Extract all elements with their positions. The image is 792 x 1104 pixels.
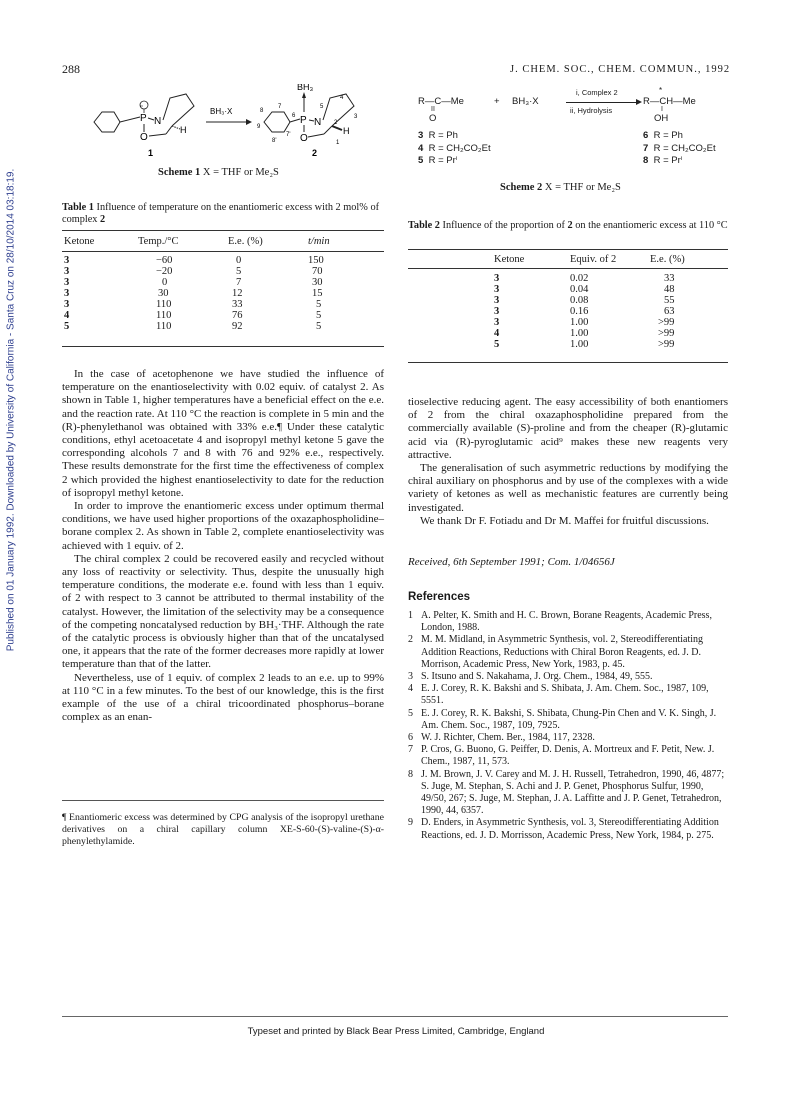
table-1-caption-label: Table 1 <box>62 202 94 213</box>
table-1-caption <box>62 202 384 226</box>
table-2-caption <box>408 220 730 232</box>
ref-number: 7 <box>408 744 413 756</box>
s1-n6: 6 <box>292 113 296 119</box>
s1-n7p: 7' <box>286 132 291 138</box>
s1-n2: 2 <box>334 120 338 126</box>
s2-k-r: R = CH₂CO₂Et <box>428 142 491 154</box>
left-column-body <box>62 368 384 724</box>
t1-cell: 150 <box>308 255 324 266</box>
s1-bh3: BH₃ <box>297 84 314 92</box>
compound-1-label: 1 <box>148 148 154 158</box>
ref-number: 3 <box>408 671 413 683</box>
t1-cell: 12 <box>232 288 243 299</box>
reference-item <box>408 683 728 707</box>
reference-item <box>408 671 728 683</box>
references-list <box>408 610 728 842</box>
reference-item <box>408 744 728 768</box>
ref-text: S. Itsuno and S. Nakahama, J. Org. Chem., 1984, 49, 555. <box>421 671 653 683</box>
t2-cell: >99 <box>658 339 675 350</box>
s1-h-atom-2: H <box>343 126 350 136</box>
t2-cell: 3 <box>494 295 500 306</box>
t1-h-ee: E.e. (%) <box>228 236 263 247</box>
t2-cell: 48 <box>664 284 675 295</box>
ref-text: E. J. Corey, R. K. Bakshi, S. Shibata, Chung-Pin Chen and V. K. Singh, J. Am. Chem. Soc., 1987, 109, 7925. <box>421 707 717 731</box>
table-row <box>64 255 364 266</box>
t1-cell: 5 <box>316 310 322 321</box>
download-watermark <box>2 160 20 660</box>
t1-h-temp: Temp./°C <box>138 236 179 247</box>
s2-carbonyl-o: O <box>429 113 437 124</box>
table-1 <box>64 236 364 332</box>
table-1-top-rule <box>62 230 384 231</box>
table-row <box>494 273 724 284</box>
right-paragraph-3: We thank Dr F. Fotiadu and Dr M. Maffei for fruitful discussions. <box>420 514 709 527</box>
list-item <box>643 130 716 143</box>
footer-rule <box>62 1016 728 1017</box>
footnote-rule <box>62 800 384 801</box>
s2-carbonyl-bond: II <box>431 106 435 113</box>
t1-cell: 110 <box>156 321 172 332</box>
s2-step1: i, Complex 2 <box>576 88 618 97</box>
table-2-header-row <box>494 254 724 265</box>
s2-k-num: 5 <box>418 155 424 166</box>
t1-cell: 3 <box>64 277 70 288</box>
t1-cell: 110 <box>156 299 172 310</box>
table-row <box>64 310 364 321</box>
ref-number: 9 <box>408 817 413 829</box>
s2-k-num: 3 <box>418 130 424 141</box>
t2-cell: >99 <box>658 328 675 339</box>
list-item <box>418 143 491 156</box>
t2-h-ketone: Ketone <box>494 254 525 265</box>
left-paragraph-2: In order to improve the enantiomeric excess under optimum thermal conditions, we have used higher proportions of the oxazaphospholidine–borane complex 2. As shown in Table 2, complete enantioselectivity was achieved with 1 equiv. of 2. <box>62 500 384 552</box>
t2-h-ee: E.e. (%) <box>650 254 685 265</box>
s2-step2: ii, Hydrolysis <box>570 106 613 115</box>
t1-h-time: t/min <box>308 236 330 247</box>
s2-a-num: 7 <box>643 142 649 154</box>
scheme-1-caption <box>158 167 279 179</box>
t2-cell: 1.00 <box>570 328 589 339</box>
t2-h-equiv: Equiv. of 2 <box>570 254 617 265</box>
s1-n8: 8 <box>260 108 264 114</box>
t1-cell: 33 <box>232 299 243 310</box>
s2-reagent: BH₃·X <box>512 96 539 107</box>
t1-cell: 5 <box>236 266 242 277</box>
table-row <box>64 277 364 288</box>
t1-cell: 3 <box>64 255 70 266</box>
t1-cell: 5 <box>316 299 322 310</box>
t2-cell: 3 <box>494 306 500 317</box>
footnote: ¶ Enantiomeric excess was determined by CPG analysis of the isopropyl urethane derivatives on a chiral capillary column XE-S-60-(S)-valine-(S)-α-phenylethylamide. <box>62 812 384 847</box>
t1-cell: 4 <box>64 310 70 321</box>
s2-product: R—CH—Me <box>643 96 696 107</box>
ref-text: M. M. Midland, in Asymmetric Synthesis, vol. 2, Stereodifferentiating Addition Reactions, Reductions with Chiral Boron Reagents, ed. J. D. Morrison, Academic Press, New York, 1983, p. 45. <box>421 634 704 670</box>
ref-number: 4 <box>408 683 413 695</box>
t2-cell: 3 <box>494 284 500 295</box>
ref-text: E. J. Corey, R. K. Bakshi and S. Shibata, J. Am. Chem. Soc., 1987, 109, 5551. <box>421 683 709 707</box>
table-2-caption-text2: on the enantiomeric excess at 110 °C <box>575 220 728 231</box>
scheme-2-figure <box>418 86 728 180</box>
ref-number: 1 <box>408 610 413 621</box>
s2-plus: + <box>494 96 500 107</box>
right-paragraph-2: The generalisation of such asymmetric reductions by modifying the chiral auxiliary on phosphorus and by use of the complexes with a wide variety of ketones as well as mechanistic features are currently being investigated. <box>408 462 728 514</box>
s2-a-num: 6 <box>643 130 649 141</box>
ref-text: W. J. Richter, Chem. Ber., 1984, 117, 2328. <box>421 732 595 744</box>
t1-cell: 3 <box>64 299 70 310</box>
t2-cell: 33 <box>664 273 675 284</box>
t2-cell: 55 <box>664 295 675 306</box>
s1-n5: 5 <box>320 104 324 110</box>
table-2-caption-bold: 2 <box>567 220 573 231</box>
left-paragraph-1: In the case of acetophenone we have studied the influence of temperature on the enantioselectivity with 0.02 equiv. of catalyst 2. As shown in Table 1, higher temperatures have a beneficial effect on the e.e. and the reaction rate. At 110 °C the reaction is complete in 5 min and the (R)-phenylethanol was obtained with 33% e.e.¶ Under these catalytic conditions, ethyl acetoacetate 4 and isopropyl methyl ketone 5 gave the corresponding alcohols 7 and 8 with 76 and 92% e.e., respectively. These results demonstrate for the first time the effectiveness of complex 2 which provided the highest enantioselectivity to date for the reduction of isopropyl methyl ketone. <box>62 368 384 499</box>
scheme-1-caption-text: X = THF or Me₂S <box>202 167 279 178</box>
t2-cell: 4 <box>494 328 500 339</box>
table-2-bottom-rule <box>408 362 728 363</box>
t1-cell: 3 <box>64 266 70 277</box>
s1-n1: 1 <box>336 140 340 146</box>
ref-text: P. Cros, G. Buono, G. Peiffer, D. Denis, A. Mortreux and F. Petit, New. J. Chem., 1987, 11, 573. <box>421 744 715 768</box>
scheme-1-caption-label: Scheme 1 <box>158 167 201 178</box>
list-item <box>643 143 716 156</box>
table-row <box>64 299 364 310</box>
t2-cell: >99 <box>658 317 675 328</box>
t2-cell: 0.04 <box>570 284 589 295</box>
s2-arrow <box>566 102 638 103</box>
table-row <box>494 284 724 295</box>
t1-cell: 30 <box>312 277 323 288</box>
t2-cell: 3 <box>494 317 500 328</box>
t1-cell: 110 <box>156 310 172 321</box>
reference-item <box>408 817 728 841</box>
table-row <box>494 328 724 339</box>
journal-header: J. CHEM. SOC., CHEM. COMMUN., 1992 <box>510 64 731 75</box>
left-paragraph-3: The chiral complex 2 could be recovered easily and recycled without any loss of reactivity or selectivity. Thus, despite the unusually high temperature conditions, the moderate e.e. found with less than 1 equiv. of 2 with respect to 3 cannot be attributed to thermal instability of the catalyst. However, the limitation of the selectivity may be a consequence of the competing noncatalysed reduction by BH₃·THF. Although the rate of the catalytic process is obviously higher than that of the uncatalysed one, it appears that the rate of the former decreases more rapidly at lower temperature than that of the latter. <box>62 552 384 671</box>
table-row <box>494 306 724 317</box>
t1-cell: 76 <box>232 310 243 321</box>
s1-p-atom-2: P <box>300 115 307 126</box>
printer-footer: Typeset and printed by Black Bear Press Limited, Cambridge, England <box>247 1026 545 1037</box>
download-watermark-text: Published on 01 January 1992. Downloaded by University of California - Santa Cruz on 28/10/2014 03:18:19. <box>5 168 17 652</box>
s2-a-r: R = Ph <box>653 130 683 141</box>
table-2-caption-text: Influence of the proportion of <box>442 220 565 231</box>
s1-n-atom-2: N <box>314 117 322 128</box>
t1-cell: 5 <box>64 321 70 332</box>
s2-oh: OH <box>654 113 669 124</box>
s2-k-r: R = Ph <box>428 130 458 141</box>
s2-ketone: R—C—Me <box>418 96 464 107</box>
s2-a-r: R = CH₂CO₂Et <box>653 142 716 154</box>
t1-cell: 30 <box>158 288 169 299</box>
t2-cell: 0.16 <box>570 306 589 317</box>
s1-o-atom: O <box>140 132 148 143</box>
s1-h-atom: H <box>180 125 187 135</box>
references-heading: References <box>408 591 471 603</box>
table-row <box>64 321 364 332</box>
s2-ketone-list <box>418 130 491 168</box>
received-line: Received, 6th September 1991; Com. 1/04656J <box>408 556 615 568</box>
t2-cell: 1.00 <box>570 339 589 350</box>
table-row <box>64 288 364 299</box>
ref-text: A. Pelter, K. Smith and H. C. Brown, Borane Reagents, Academic Press, London, 1988. <box>421 610 712 634</box>
t1-cell: 3 <box>64 288 70 299</box>
reference-item <box>408 610 728 634</box>
t2-cell: 0.02 <box>570 273 589 284</box>
s1-n7: 7 <box>278 104 282 110</box>
t1-cell: 92 <box>232 321 243 332</box>
s1-lone-pair: •• <box>140 103 143 108</box>
table-row <box>64 266 364 277</box>
ref-number: 8 <box>408 768 413 780</box>
right-paragraph-1: tioselective reducing agent. The easy accessibility of both enantiomers of 2 from the chiral oxazaphospholidine prepared from the commercially available (S)-proline and from the cheaper (R)-glutamic acid via (R)-pyroglutamic acid⁹ makes these new reagents very attractive. <box>408 396 728 461</box>
table-2-caption-label: Table 2 <box>408 220 440 231</box>
s2-a-r: R = Prⁱ <box>653 155 683 166</box>
table-1-caption-bold: 2 <box>100 214 106 225</box>
t1-cell: 15 <box>312 288 323 299</box>
ref-number: 5 <box>408 707 413 719</box>
table-1-header-row <box>64 236 364 247</box>
table-1-caption-text: Influence of temperature on the enantiomeric excess with 2 mol% of complex <box>62 202 380 225</box>
scheme-1-figure <box>86 84 376 164</box>
table-row <box>494 317 724 328</box>
table-row <box>494 339 724 350</box>
s1-n-atom: N <box>154 116 162 127</box>
scheme-2-caption <box>500 182 621 194</box>
compound-2-label: 2 <box>312 148 318 158</box>
list-item <box>418 155 491 168</box>
s2-arrow-head <box>636 99 642 105</box>
t1-cell: −20 <box>156 266 173 277</box>
reference-item <box>408 634 728 671</box>
scheme-2-caption-label: Scheme 2 <box>500 182 543 193</box>
s1-p-atom: P <box>140 113 147 124</box>
s2-star: * <box>659 86 663 95</box>
s1-o-atom-2: O <box>300 133 308 144</box>
t1-cell: −60 <box>156 255 173 266</box>
ref-text: D. Enders, in Asymmetric Synthesis, vol. 3, Stereodifferentiating Addition Reactions, ed. J. D. Morrisson, Academic Press, New York, 1984, p. 275. <box>421 817 719 841</box>
list-item <box>418 130 491 143</box>
right-column-body <box>408 396 728 528</box>
reference-item <box>408 769 728 818</box>
left-paragraph-4: Nevertheless, use of 1 equiv. of complex 2 leads to an e.e. up to 99% at 110 °C in a few minutes. To the best of our knowledge, this is the first example of the use of a chiral tricoordinated phosphorus–borane complex as an enan- <box>62 671 384 724</box>
table-row <box>494 295 724 306</box>
s1-reagent: BH₃·X <box>210 107 233 116</box>
s2-alcohol-list <box>643 130 716 168</box>
t2-cell: 1.00 <box>570 317 589 328</box>
t1-cell: 0 <box>162 277 168 288</box>
table-1-bottom-rule <box>62 346 384 347</box>
s2-a-num: 8 <box>643 155 649 166</box>
t2-cell: 63 <box>664 306 675 317</box>
t2-cell: 5 <box>494 339 500 350</box>
t1-cell: 0 <box>236 255 242 266</box>
t2-cell: 3 <box>494 273 500 284</box>
t1-h-ketone: Ketone <box>64 236 95 247</box>
table-2-top-rule <box>408 249 728 250</box>
s1-n9: 9 <box>257 124 261 130</box>
reference-item <box>408 732 728 744</box>
list-item <box>643 155 716 168</box>
table-2 <box>494 254 724 350</box>
t1-cell: 5 <box>316 321 322 332</box>
s1-n4: 4 <box>340 95 344 101</box>
s2-k-num: 4 <box>418 142 424 154</box>
ref-number: 2 <box>408 634 413 646</box>
s1-n8p: 8' <box>272 138 277 144</box>
reference-item <box>408 708 728 732</box>
page-number: 288 <box>62 62 80 76</box>
t1-cell: 7 <box>236 277 242 288</box>
t2-cell: 0.08 <box>570 295 589 306</box>
ref-text: J. M. Brown, J. V. Carey and M. J. H. Russell, Tetrahedron, 1990, 46, 4877; S. Juge, M. Stephan, S. Achi and J. P. Genet, Phosphorus Sulfur, 1990, 49/50, 267; S. Juge, M. Stephan, J. A. Laffitte and J. P. Genet, Tetrahedron, 1990, 44, 6357. <box>421 768 725 817</box>
s2-k-r: R = Prⁱ <box>428 155 458 166</box>
ref-number: 6 <box>408 732 413 744</box>
scheme-2-caption-text: X = THF or Me₂S <box>544 182 621 193</box>
s2-oh-bond: I <box>661 106 663 113</box>
t1-cell: 70 <box>312 266 323 277</box>
s1-n3: 3 <box>354 114 358 120</box>
